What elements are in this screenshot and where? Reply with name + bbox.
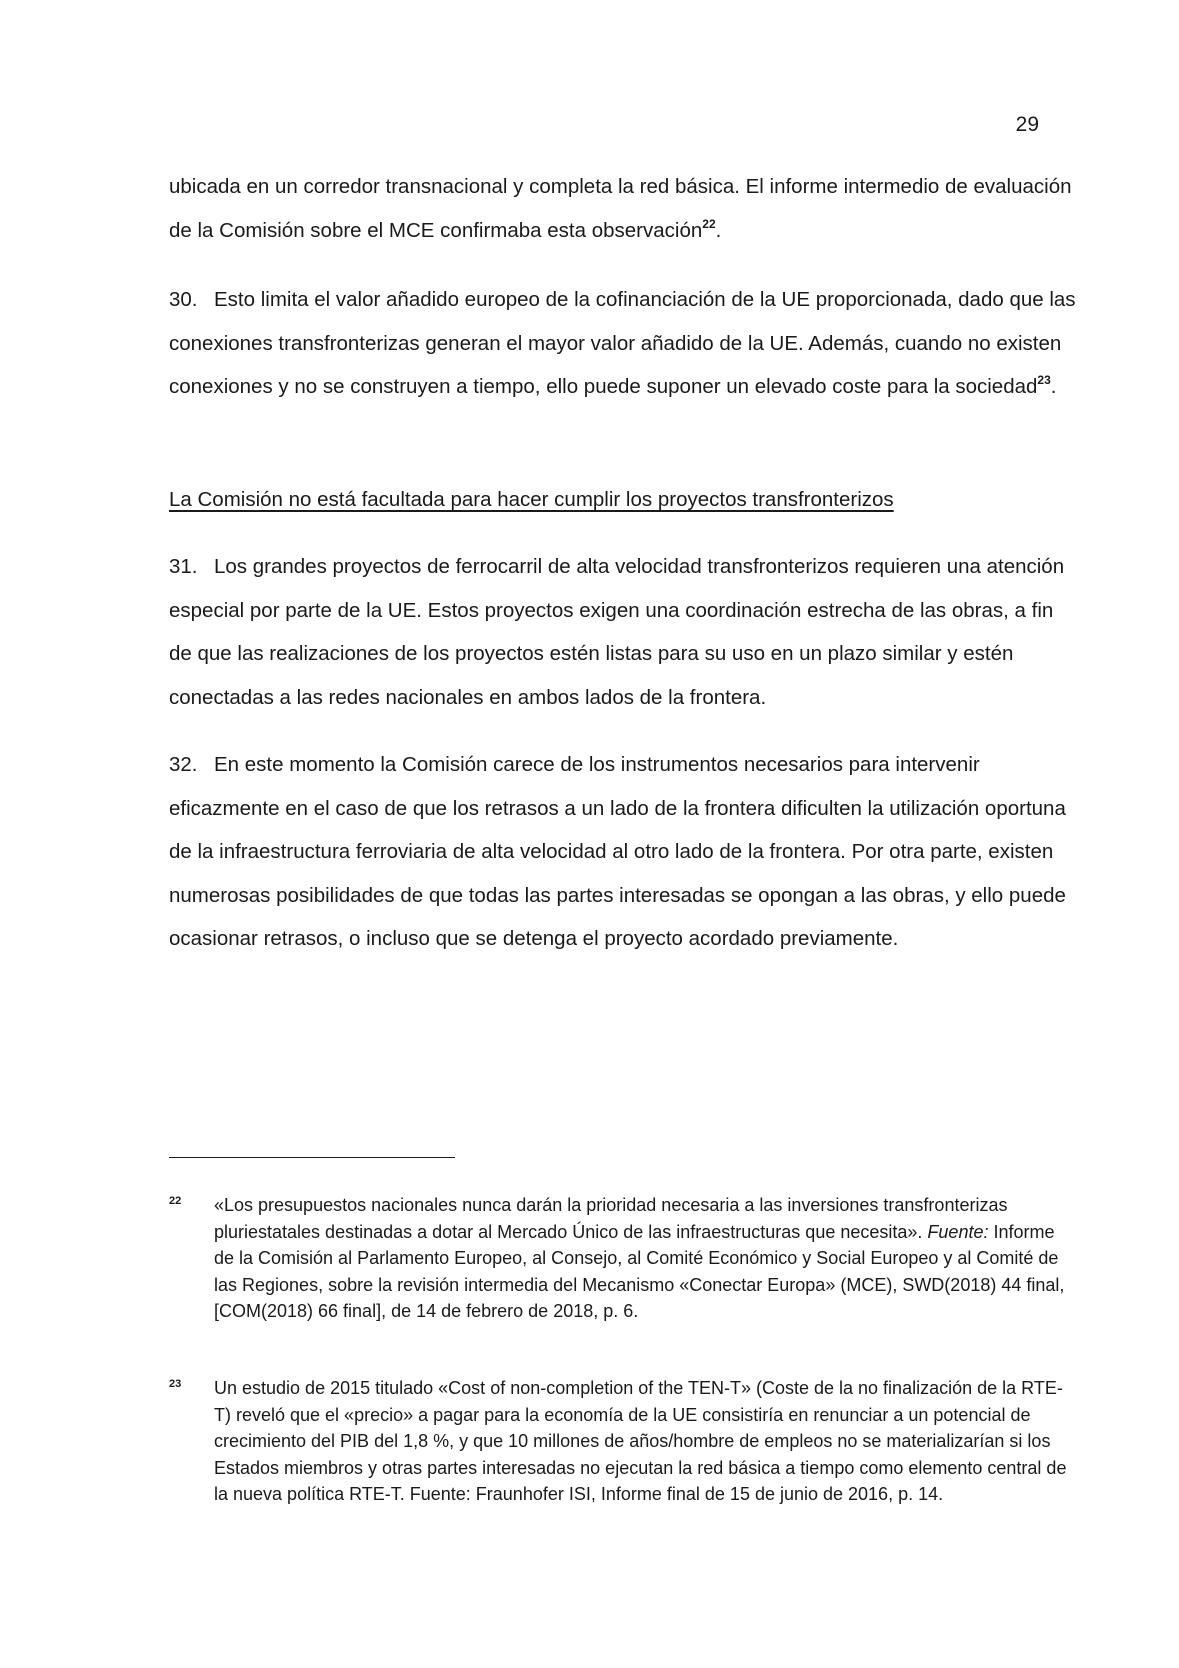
paragraph-30-text: Esto limita el valor añadido europeo de la cofinanciación de la UE proporcionada, dado que las conexiones transfronterizas generan el mayor valor añadido de la UE. Además, cuando no existen conexiones y no se construyen a tiempo, ello puede suponer un elevado coste para la sociedad — [169, 288, 1076, 398]
paragraph-31-text: Los grandes proyectos de ferrocarril de alta velocidad transfronterizos requieren una atención especial por parte de la UE. Estos proyectos exigen una coordinación estrecha de las obras, a fin de que las realizaciones de los proyectos estén listas para su uso en un plazo similar y estén conectadas a las redes nacionales en ambos lados de la frontera. — [169, 555, 1065, 709]
footnote-22-quote: «Los presupuestos nacionales nunca darán la prioridad necesaria a las inversiones transfronterizas pluriestatales destinadas a dotar al Mercado Único de las infraestructuras que necesita». — [214, 1195, 1008, 1242]
paragraph-32 — [169, 743, 1079, 961]
paragraph-30-end: . — [1050, 375, 1057, 398]
footnote-22 — [169, 1192, 1079, 1325]
footnote-separator — [169, 1157, 455, 1158]
footnote-22-source: Informe de la Comisión al Parlamento Europeo, al Consejo, al Comité Económico y Social Europeo y al Comité de las Regiones, sobre la revisión intermedia del Mecanismo «Conectar Europa» (MCE), SWD(2018) 44 final, [COM(2018) 66 final], de 14 de febrero de 2018, p. 6. — [214, 1221, 1065, 1321]
footnote-ref-23[interactable]: 23 — [1037, 373, 1051, 387]
page-number: 29 — [1015, 113, 1039, 136]
footnote-marker: 22 — [169, 1195, 182, 1207]
paragraph-number: 30. — [169, 288, 198, 311]
footnote-23-text: Un estudio de 2015 titulado «Cost of non-completion of the TEN-T» (Coste de la no finalización de la RTE-T) reveló que el «precio» a pagar para la economía de la UE consistiría en renunciar a un potencial de crecimiento del PIB del 1,8 %, y que 10 millones de años/hombre de empleos no se materializarían si los Estados miembros y otras partes interesadas no ejecutan la red básica a tiempo como elemento central de la nueva política RTE-T. Fuente: Fraunhofer ISI, Informe final de 15 de junio de 2016, p. 14. — [214, 1378, 1067, 1504]
continuation-end: . — [715, 218, 722, 242]
section-heading: La Comisión no está facultada para hacer cumplir los proyectos transfronterizos — [169, 488, 894, 511]
paragraph-31 — [169, 545, 1079, 719]
footnote-23 — [169, 1375, 1079, 1508]
paragraph-number: 32. — [169, 753, 198, 776]
continuation-paragraph — [169, 165, 1079, 252]
continuation-text: ubicada en un corredor transnacional y completa la red básica. El informe intermedio de evaluación de la Comisión sobre el MCE confirmaba esta observación — [169, 175, 1072, 242]
footnote-marker: 23 — [169, 1378, 182, 1390]
footnote-ref-22[interactable]: 22 — [702, 216, 716, 231]
footnote-22-text — [214, 1192, 1079, 1325]
paragraph-32-text: En este momento la Comisión carece de los instrumentos necesarios para intervenir eficazmente en el caso de que los retrasos a un lado de la frontera dificulten la utilización oportuna de la infraestructura ferroviaria de alta velocidad al otro lado de la frontera. Por otra parte, existen numerosas posibilidades de que todas las partes interesadas se opongan a las obras, y ello puede ocasionar retrasos, o incluso que se detenga el proyecto acordado previamente. — [169, 753, 1066, 950]
footnote-22-source-label: Fuente: — [927, 1221, 989, 1242]
paragraph-number: 31. — [169, 555, 198, 578]
paragraph-30 — [169, 278, 1079, 409]
